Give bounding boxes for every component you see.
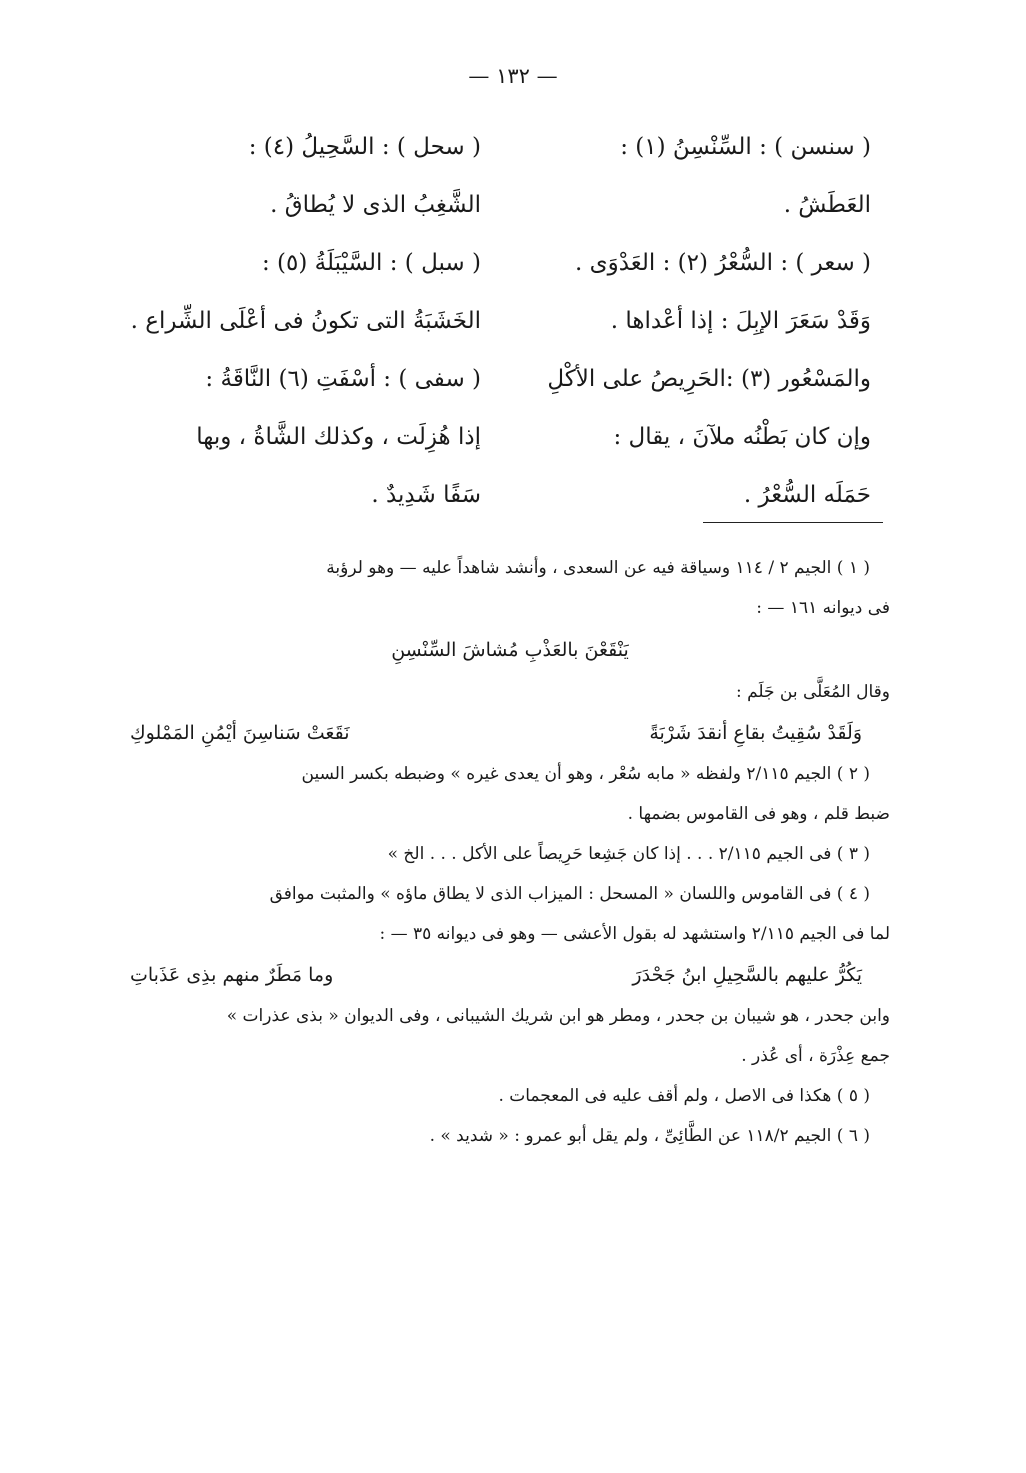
footnote-4-cont: جمع عِذْرَة ، أى عُذر . [741,1046,890,1066]
footnote-4-cont: لما فى الجيم ٢/١١٥ واستشهد له بقول الأعشى — وهو فى ديوانه ٣٥ — : [379,924,890,944]
footnote-1-cont: وقال المُعَلَّى بن جَلَم : [735,682,890,702]
footnotes [130,548,890,1156]
left-column [130,118,481,524]
footnote-6: ( ٦ ) الجيم ١١٨/٢ عن الطَّائِىِّ ، ولم يقل أبو عمرو : « شديد » . [429,1126,870,1146]
verse-line [130,712,890,754]
entry-line: وَقَدْ سَعَرَ الإبِلَ : إذا أعْداها . [610,308,871,334]
footnote-2-cont: ضبط قلم ، وهو فى القاموس بضمها . [627,804,890,824]
entry-line: سَفًا شَدِيدٌ . [371,482,481,508]
entry-line: ( سحل ) : السَّحِيلُ (٤) : [248,134,481,160]
entry-line: ( سبل ) : السَّيْبَلَةُ (٥) : [261,250,481,276]
verse-hemistich: نَقَعَتْ سَناسِنَ أيْمُنِ المَمْلوكِ [130,722,350,744]
verse-line: يَنْقَعْنَ بالعَذْبِ مُشاشَ السِّنْسِنِ [391,639,629,661]
footnote-3: ( ٣ ) فى الجيم ٢/١١٥ . . . إذا كان جَشِعا حَرِيصاً على الأكل . . . الخ » [387,844,870,864]
verse-hemistich: وما مَطَرٌ منهم بذِى عَذَباتِ [130,964,334,986]
entry-line: العَطَشُ . [783,192,871,218]
verse-hemistich: وَلَقَدْ سُقِيتُ بقاعِ أنقدَ شَرْبَةً [649,722,862,744]
verse-line [130,954,890,996]
entry-line: ( سعر ) : السُّعْرُ (٢) : العَدْوَى . [575,250,871,276]
footnote-4-cont: وابن جحدر ، هو شيبان بن جحدر ، ومطر هو ابن شريك الشيبانى ، وفى الديوان « بذى عذرات » [226,1006,890,1026]
page-number: — ١٣٢ — [468,64,558,88]
verse-hemistich: يَكُرُّ عليهم بالسَّحِيلِ ابنُ جَحْدَرَ [632,964,862,986]
footnote-5: ( ٥ ) هكذا فى الاصل ، ولم أقف عليه فى المعجمات . [498,1086,870,1106]
entry-line: الشَّغِبُ الذى لا يُطاقُ . [270,192,481,218]
footnote-1-cont: فى ديوانه ١٦١ — : [756,598,890,618]
footnote-4: ( ٤ ) فى القاموس واللسان « المسحل : الميزاب الذى لا يطاق ماؤه » والمثبت موافق [269,884,870,904]
right-column [526,118,871,524]
entry-line: حَمَلَه السُّعْرُ . [743,482,871,508]
entry-line: ( سفى ) : أسْفَتِ (٦) النَّاقَةُ : [205,366,481,392]
entry-line: ( سنسن ) : السِّنْسِنُ (١) : [620,134,871,160]
entry-line: والمَسْعُور (٣) :الحَرِيصُ على الأكْلِ [547,366,871,392]
footnote-2: ( ٢ ) الجيم ٢/١١٥ ولفظه « مابه سُعْر ، وهو أن يعدى غيره » وضبطه بكسر السين [301,764,870,784]
footnote-1: ( ١ ) الجيم ٢ / ١١٤ وسياقة فيه عن السعدى ، وأنشد شاهداً عليه — وهو لرؤبة [326,558,870,578]
entry-line: الخَشَبَةُ التى تكونُ فى أعْلَى الشِّراع . [130,308,481,334]
entry-line: إذا هُزِلَت ، وكذلك الشَّاةُ ، وبها [196,424,481,450]
footnote-separator [703,522,883,523]
entry-line: وإن كان بَطْنُه ملآنَ ، يقال : [613,424,871,450]
